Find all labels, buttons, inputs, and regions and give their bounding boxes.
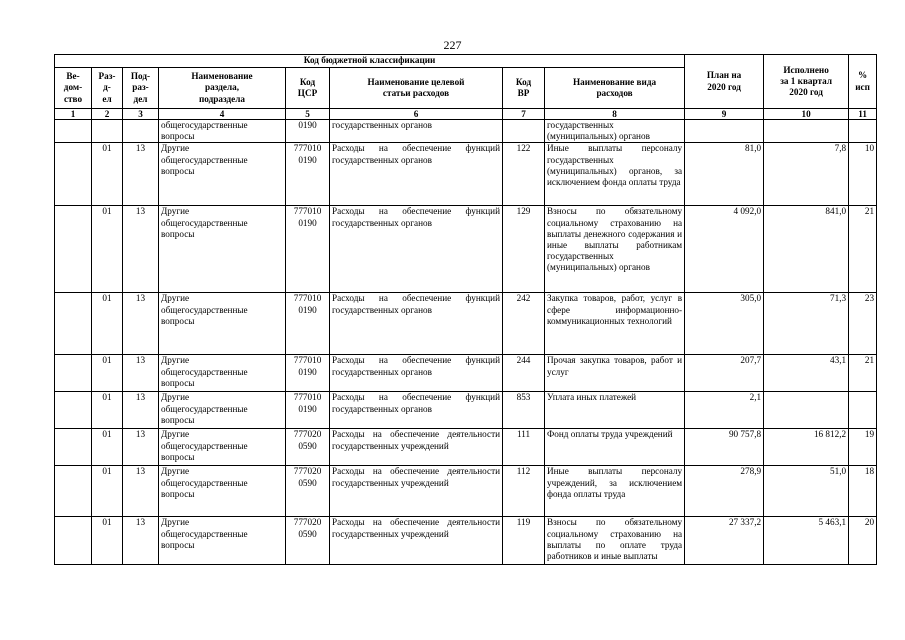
cell-csr-code: 777010 0190 xyxy=(286,355,330,392)
cell-vedomstvo xyxy=(55,517,92,565)
column-number: 9 xyxy=(685,109,764,120)
cell-razdel: 01 xyxy=(92,392,123,429)
cell-vr-name: Фонд оплаты труда учреждений xyxy=(545,429,685,466)
cell-execution-pct: 23 xyxy=(849,293,877,355)
col-header-pct: % исп xyxy=(849,55,877,109)
table-row xyxy=(55,429,877,466)
col-header-csr: Код ЦСР xyxy=(286,68,330,109)
cell-vr-code: 129 xyxy=(503,206,545,293)
col-header-name: Наименование раздела, подраздела xyxy=(159,68,286,109)
cell-section-name: Другие общегосударственные вопросы xyxy=(159,392,286,429)
cell-csr-code: 777020 0590 xyxy=(286,517,330,565)
cell-razdel: 01 xyxy=(92,355,123,392)
cell-execution-pct xyxy=(849,392,877,429)
cell-podrazdel: 13 xyxy=(123,392,159,429)
column-number: 10 xyxy=(764,109,849,120)
table-row xyxy=(55,293,877,355)
column-number-row xyxy=(55,109,877,120)
cell-section-name: Другие общегосударственные вопросы xyxy=(159,355,286,392)
cell-plan-2020 xyxy=(685,120,764,143)
col-header-vr: Код ВР xyxy=(503,68,545,109)
cell-execution-pct: 21 xyxy=(849,206,877,293)
cell-vr-name: Прочая закупка товаров, работ и услуг xyxy=(545,355,685,392)
cell-executed-q1: 7,8 xyxy=(764,143,849,206)
col-header-target-name: Наименование целевой статьи расходов xyxy=(330,68,503,109)
cell-section-name: Другие общегосударственные вопросы xyxy=(159,143,286,206)
cell-target-name: Расходы на обеспечение деятельности государственных учреждений xyxy=(330,517,503,565)
cell-vr-name: Взносы по обязательному социальному страхованию на выплаты по оплате труда работников и иные выплаты xyxy=(545,517,685,565)
cell-executed-q1: 51,0 xyxy=(764,466,849,517)
cell-csr-code: 777010 0190 xyxy=(286,293,330,355)
cell-target-name: Расходы на обеспечение функций государственных органов xyxy=(330,206,503,293)
cell-section-name: общегосударственные вопросы xyxy=(159,120,286,143)
col-header-razdel: Раз- д- ел xyxy=(92,68,123,109)
cell-vedomstvo xyxy=(55,466,92,517)
col-header-vedomstvo: Ве- дом- ство xyxy=(55,68,92,109)
cell-vr-name: Уплата иных платежей xyxy=(545,392,685,429)
cell-plan-2020: 27 337,2 xyxy=(685,517,764,565)
cell-plan-2020: 81,0 xyxy=(685,143,764,206)
cell-vr-code: 111 xyxy=(503,429,545,466)
cell-podrazdel: 13 xyxy=(123,355,159,392)
cell-target-name: Расходы на обеспечение функций государственных органов xyxy=(330,355,503,392)
cell-vr-code: 122 xyxy=(503,143,545,206)
cell-vr-code: 853 xyxy=(503,392,545,429)
table-row xyxy=(55,355,877,392)
column-number: 3 xyxy=(123,109,159,120)
cell-plan-2020: 2,1 xyxy=(685,392,764,429)
cell-csr-code: 777010 0190 xyxy=(286,392,330,429)
cell-vr-name: Закупка товаров, работ, услуг в сфере информационно-коммуникационных технологий xyxy=(545,293,685,355)
cell-executed-q1: 43,1 xyxy=(764,355,849,392)
cell-podrazdel: 13 xyxy=(123,143,159,206)
cell-plan-2020: 4 092,0 xyxy=(685,206,764,293)
cell-vr-code: 119 xyxy=(503,517,545,565)
col-header-done: Исполнено за 1 квартал 2020 год xyxy=(764,55,849,109)
cell-podrazdel xyxy=(123,120,159,143)
cell-csr-code: 0190 xyxy=(286,120,330,143)
cell-vedomstvo xyxy=(55,429,92,466)
cell-execution-pct: 20 xyxy=(849,517,877,565)
col-header-vr-name: Наименование вида расходов xyxy=(545,68,685,109)
cell-podrazdel: 13 xyxy=(123,206,159,293)
column-number: 5 xyxy=(286,109,330,120)
cell-executed-q1 xyxy=(764,392,849,429)
cell-target-name: Расходы на обеспечение деятельности государственных учреждений xyxy=(330,466,503,517)
cell-razdel: 01 xyxy=(92,466,123,517)
cell-csr-code: 777020 0590 xyxy=(286,429,330,466)
table-row xyxy=(55,392,877,429)
cell-plan-2020: 305,0 xyxy=(685,293,764,355)
table-row xyxy=(55,517,877,565)
cell-target-name: Расходы на обеспечение функций государственных органов xyxy=(330,143,503,206)
cell-target-name: Расходы на обеспечение деятельности государственных учреждений xyxy=(330,429,503,466)
column-number: 8 xyxy=(545,109,685,120)
cell-vedomstvo xyxy=(55,206,92,293)
budget-table xyxy=(54,54,877,565)
cell-vr-code: 244 xyxy=(503,355,545,392)
cell-executed-q1 xyxy=(764,120,849,143)
cell-executed-q1: 841,0 xyxy=(764,206,849,293)
cell-razdel: 01 xyxy=(92,429,123,466)
cell-vr-name: Иные выплаты персоналу государственных (муниципальных) органов, за исключением фонда оплаты труда xyxy=(545,143,685,206)
table-body xyxy=(55,120,877,565)
cell-razdel: 01 xyxy=(92,206,123,293)
cell-section-name: Другие общегосударственные вопросы xyxy=(159,429,286,466)
cell-podrazdel: 13 xyxy=(123,466,159,517)
cell-vr-code: 242 xyxy=(503,293,545,355)
cell-vr-name: Иные выплаты персоналу учреждений, за исключением фонда оплаты труда xyxy=(545,466,685,517)
cell-plan-2020: 207,7 xyxy=(685,355,764,392)
budget-classification-header: Код бюджетной классификации xyxy=(55,55,685,68)
cell-section-name: Другие общегосударственные вопросы xyxy=(159,293,286,355)
col-header-podrazdel: Под- раз- дел xyxy=(123,68,159,109)
cell-section-name: Другие общегосударственные вопросы xyxy=(159,206,286,293)
col-header-plan: План на 2020 год xyxy=(685,55,764,109)
page-number: 227 xyxy=(443,38,462,52)
cell-podrazdel: 13 xyxy=(123,293,159,355)
cell-vedomstvo xyxy=(55,355,92,392)
cell-vr-code xyxy=(503,120,545,143)
cell-vedomstvo xyxy=(55,293,92,355)
cell-execution-pct: 21 xyxy=(849,355,877,392)
column-number: 4 xyxy=(159,109,286,120)
cell-vr-name: Взносы по обязательному социальному страхованию на выплаты денежного содержания и иные выплаты работникам государственных (муниципальных) органов xyxy=(545,206,685,293)
cell-razdel xyxy=(92,120,123,143)
cell-executed-q1: 16 812,2 xyxy=(764,429,849,466)
cell-section-name: Другие общегосударственные вопросы xyxy=(159,466,286,517)
cell-vedomstvo xyxy=(55,392,92,429)
cell-razdel: 01 xyxy=(92,143,123,206)
table-row xyxy=(55,120,877,143)
cell-razdel: 01 xyxy=(92,293,123,355)
cell-vedomstvo xyxy=(55,143,92,206)
column-number: 1 xyxy=(55,109,92,120)
cell-podrazdel: 13 xyxy=(123,429,159,466)
cell-target-name: Расходы на обеспечение функций государственных органов xyxy=(330,392,503,429)
column-number: 11 xyxy=(849,109,877,120)
cell-section-name: Другие общегосударственные вопросы xyxy=(159,517,286,565)
cell-vr-code: 112 xyxy=(503,466,545,517)
cell-csr-code: 777020 0590 xyxy=(286,466,330,517)
cell-csr-code: 777010 0190 xyxy=(286,206,330,293)
cell-csr-code: 777010 0190 xyxy=(286,143,330,206)
cell-vr-name: государственных (муниципальных) органов xyxy=(545,120,685,143)
cell-executed-q1: 5 463,1 xyxy=(764,517,849,565)
cell-razdel: 01 xyxy=(92,517,123,565)
cell-target-name: государственных органов xyxy=(330,120,503,143)
cell-execution-pct: 18 xyxy=(849,466,877,517)
cell-podrazdel: 13 xyxy=(123,517,159,565)
cell-execution-pct xyxy=(849,120,877,143)
table-row xyxy=(55,143,877,206)
column-number: 6 xyxy=(330,109,503,120)
cell-vedomstvo xyxy=(55,120,92,143)
cell-executed-q1: 71,3 xyxy=(764,293,849,355)
cell-plan-2020: 90 757,8 xyxy=(685,429,764,466)
column-number: 2 xyxy=(92,109,123,120)
cell-execution-pct: 19 xyxy=(849,429,877,466)
cell-execution-pct: 10 xyxy=(849,143,877,206)
table-row xyxy=(55,466,877,517)
column-number: 7 xyxy=(503,109,545,120)
cell-plan-2020: 278,9 xyxy=(685,466,764,517)
cell-target-name: Расходы на обеспечение функций государственных органов xyxy=(330,293,503,355)
table-row xyxy=(55,206,877,293)
